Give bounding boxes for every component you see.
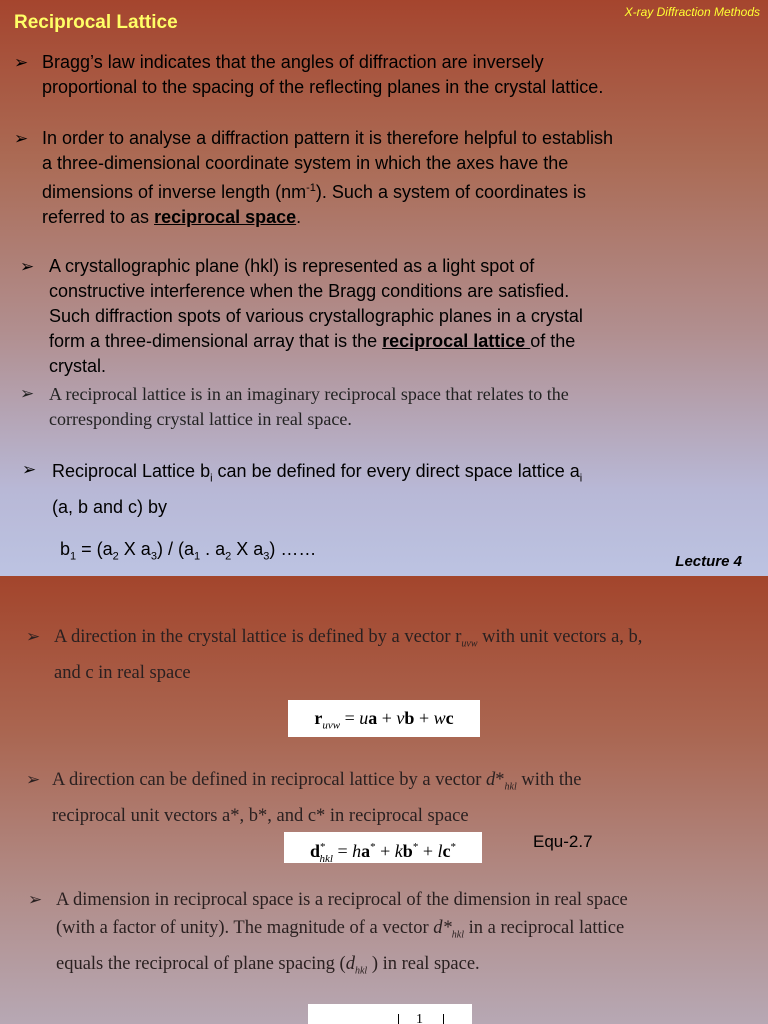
superscript: *: [450, 841, 456, 853]
text-span: (with a factor of unity). The magnitude of a vector: [56, 918, 434, 938]
term-reciprocal-space: reciprocal space: [154, 207, 297, 227]
arrow-bullet-icon: ➢: [22, 460, 37, 479]
eq-symbol: r: [314, 708, 323, 728]
text-span: A direction can be defined in reciprocal lattice by a vector: [52, 770, 487, 790]
text-span: in a reciprocal lattice: [463, 918, 625, 938]
eq-symbol: d: [310, 841, 321, 861]
subscript: 1: [193, 550, 201, 563]
bullet-crystallographic-plane: [20, 254, 754, 382]
subscript: uvw: [322, 719, 341, 732]
slide-title: Reciprocal Lattice: [14, 12, 178, 33]
subscript: i: [210, 472, 213, 485]
bullet-line: [54, 623, 642, 659]
arrow-bullet-icon: ➢: [20, 384, 35, 404]
subscript: uvw: [461, 638, 478, 650]
bullet-direction-reciprocal: [26, 766, 756, 824]
bar-line: [443, 1014, 444, 1024]
eq-symbol: b: [404, 708, 415, 728]
formula-b1: [60, 539, 316, 563]
superscript: *: [370, 841, 376, 853]
eq-symbol: h: [352, 841, 362, 861]
eq-symbol: +: [414, 708, 434, 728]
bullet-line: constructive interference when the Bragg conditions are satisfied.: [49, 281, 570, 301]
bullet-line: [52, 766, 582, 802]
equation-r-uvw: [288, 700, 480, 737]
arrow-bullet-icon: ➢: [26, 770, 41, 790]
eq-symbol: k: [394, 841, 403, 861]
text-span: *: [495, 770, 505, 790]
eq-symbol: a: [361, 841, 371, 861]
bar-line: [398, 1014, 399, 1024]
superscript: *: [320, 841, 326, 853]
text-span: ). Such a system of coordinates is: [315, 182, 587, 202]
bullet-line: [52, 457, 582, 493]
eq-symbol: b: [402, 841, 413, 861]
subscript: i: [579, 472, 583, 485]
subscript: hkl: [354, 965, 368, 977]
bullet-line: [42, 205, 613, 230]
equation-label: Equ-2.7: [533, 832, 593, 851]
eq-symbol: =: [332, 841, 353, 861]
bullet-line: [49, 329, 583, 354]
text-span: with the: [516, 770, 582, 790]
bullet-line: (a, b and c) by: [52, 496, 168, 517]
text-span: Reciprocal Lattice b: [52, 461, 211, 481]
bullet-line: [42, 176, 613, 205]
text-span: .: [296, 207, 302, 227]
formula-part: = (a: [76, 539, 113, 559]
symbol-d: d: [345, 953, 355, 974]
bullet-line: A reciprocal lattice is in an imaginary reciprocal space that relates to the: [49, 384, 569, 404]
text-span: can be defined for every direct space lattice a: [212, 461, 580, 481]
bullet-line: proportional to the spacing of the reflecting planes in the crystal lattice.: [42, 77, 604, 97]
bullet-line: [56, 914, 628, 950]
bullet-line: crystal.: [49, 356, 107, 376]
fraction-numerator: 1: [416, 1012, 423, 1024]
bullet-line: [56, 950, 628, 986]
superscript: *: [412, 841, 419, 853]
formula-part: ) / (a: [156, 539, 194, 559]
text-span: with unit vectors a, b,: [477, 627, 643, 647]
equation-fragment-box: [308, 1004, 472, 1024]
bullet-line: In order to analyse a diffraction pattern it is therefore helpful to establish: [42, 128, 613, 148]
eq-symbol: l: [437, 841, 443, 861]
bullet-line: A dimension in reciprocal space is a reciprocal of the dimension in real space: [56, 890, 628, 910]
subscript: hkl: [319, 852, 333, 865]
bullet-bragg-law: [14, 50, 754, 102]
slide-direction-vectors: [0, 576, 768, 1024]
bullet-line: reciprocal unit vectors a*, b*, and c* in reciprocal space: [52, 805, 469, 826]
bullet-line: A crystallographic plane (hkl) is represented as a light spot of: [49, 256, 535, 276]
subscript: 3: [150, 550, 157, 563]
text-span: A direction in the crystal lattice is defined by a vector r: [54, 627, 462, 647]
bullet-reciprocal-definition: [22, 457, 756, 515]
eq-symbol: c: [442, 841, 451, 861]
eq-symbol: +: [418, 841, 438, 861]
term-reciprocal-lattice: reciprocal lattice: [382, 331, 531, 351]
formula-part: X a: [231, 539, 264, 559]
subscript: 1: [70, 550, 77, 563]
symbol-d: d*: [433, 918, 452, 938]
course-title-note: X-ray Diffraction Methods: [624, 5, 760, 19]
superscript: -1: [306, 182, 316, 194]
equation-d-hkl: [284, 832, 482, 863]
subscript: hkl: [451, 929, 464, 941]
bullet-reciprocal-space: [14, 126, 754, 230]
eq-symbol: v: [396, 708, 405, 728]
bullet-line: a three-dimensional coordinate system in which the axes have the: [42, 153, 569, 173]
bullet-imaginary-space: [20, 382, 754, 434]
formula-part: . a: [200, 539, 226, 559]
eq-symbol: =: [340, 708, 360, 728]
text-span: form a three-dimensional array that is the: [49, 331, 383, 351]
formula-part: b: [60, 539, 71, 559]
text-span: equals the reciprocal of plane spacing (: [56, 953, 346, 974]
subscript: 2: [112, 550, 119, 563]
subscript: 3: [263, 550, 270, 563]
eq-symbol: +: [377, 708, 397, 728]
eq-symbol: u: [359, 708, 369, 728]
symbol-d: d: [486, 770, 496, 790]
bullet-line: and c in real space: [54, 662, 191, 683]
arrow-bullet-icon: ➢: [14, 53, 29, 72]
text-span: of the: [530, 331, 576, 351]
bullet-direction-real: [26, 623, 756, 681]
arrow-bullet-icon: ➢: [20, 257, 35, 276]
bullet-line: corresponding crystal lattice in real space.: [49, 409, 352, 429]
arrow-bullet-icon: ➢: [14, 129, 29, 148]
lecture-label: Lecture 4: [675, 553, 742, 570]
text-span: referred to as: [42, 207, 155, 227]
subscript: hkl: [504, 781, 517, 793]
eq-symbol: a: [368, 708, 378, 728]
text-span: dimensions of inverse length (nm: [42, 182, 307, 202]
arrow-bullet-icon: ➢: [28, 890, 43, 910]
text-span: ) in real space.: [367, 953, 480, 974]
bullet-dimension-reciprocal: [28, 886, 758, 977]
eq-symbol: +: [375, 841, 395, 861]
formula-part: X a: [118, 539, 151, 559]
bullet-line: Such diffraction spots of various crystallographic planes in a crystal: [49, 306, 583, 326]
eq-symbol: w: [433, 708, 446, 728]
formula-part: ) ……: [269, 539, 317, 559]
bullet-line: Bragg’s law indicates that the angles of diffraction are inversely: [42, 52, 544, 72]
arrow-bullet-icon: ➢: [26, 627, 41, 647]
eq-symbol: c: [445, 708, 454, 728]
subscript: 2: [225, 550, 232, 563]
